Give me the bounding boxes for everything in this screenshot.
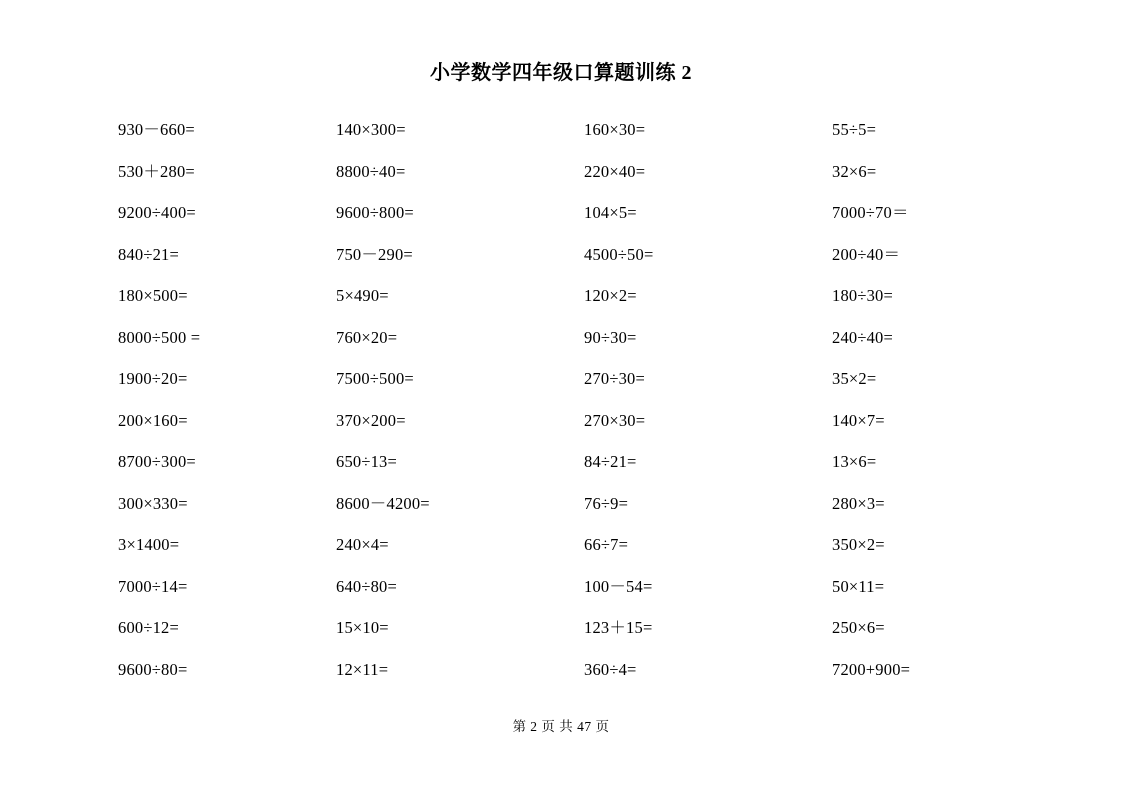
problem-item: 530＋280= bbox=[118, 161, 195, 181]
problem-item: 650÷13= bbox=[336, 452, 398, 471]
problem-item: 9600÷80= bbox=[118, 659, 188, 679]
problem-item: 280×3= bbox=[832, 493, 885, 513]
problem-item: 8000÷500 = bbox=[118, 327, 201, 347]
problem-item: 930－660= bbox=[118, 120, 195, 139]
problem-item: 220×40= bbox=[584, 161, 646, 181]
problem-item: 300×330= bbox=[118, 493, 188, 513]
problem-item: 7000÷14= bbox=[118, 576, 188, 596]
problem-item: 76÷9= bbox=[584, 493, 629, 513]
problem-item: 1900÷20= bbox=[118, 369, 188, 388]
problem-item: 7500÷500= bbox=[336, 369, 414, 388]
problem-item: 640÷80= bbox=[336, 576, 398, 596]
problem-item: 840÷21= bbox=[118, 244, 180, 264]
problem-item: 50×11= bbox=[832, 576, 885, 596]
problem-item: 200×160= bbox=[118, 410, 188, 430]
problem-item: 240×4= bbox=[336, 535, 389, 554]
problem-item: 250×6= bbox=[832, 618, 885, 637]
problem-item: 200÷40＝ bbox=[832, 244, 901, 264]
problem-item: 3×1400= bbox=[118, 535, 180, 554]
problem-item: 8800÷40= bbox=[336, 161, 406, 181]
problem-item: 123＋15= bbox=[584, 618, 653, 637]
problem-item: 9600÷800= bbox=[336, 203, 414, 222]
problem-item: 13×6= bbox=[832, 452, 877, 471]
problem-item: 7000÷70＝ bbox=[832, 203, 909, 222]
problem-item: 270÷30= bbox=[584, 369, 646, 388]
problem-item: 240÷40= bbox=[832, 327, 894, 347]
problem-item: 120×2= bbox=[584, 286, 637, 305]
problem-item: 160×30= bbox=[584, 120, 646, 139]
problem-item: 5×490= bbox=[336, 286, 389, 305]
problem-item: 180÷30= bbox=[832, 286, 894, 305]
problem-item: 270×30= bbox=[584, 410, 646, 430]
problem-item: 66÷7= bbox=[584, 535, 629, 554]
problem-item: 104×5= bbox=[584, 203, 637, 222]
page-footer: 第 2 页 共 47 页 bbox=[512, 719, 610, 734]
problem-item: 8700÷300= bbox=[118, 452, 196, 471]
problem-item: 8600－4200= bbox=[336, 493, 430, 513]
problem-item: 350×2= bbox=[832, 535, 885, 554]
problem-item: 12×11= bbox=[336, 659, 389, 679]
problem-item: 750－290= bbox=[336, 244, 413, 264]
problem-item: 600÷12= bbox=[118, 618, 180, 637]
problem-item: 180×500= bbox=[118, 286, 188, 305]
problem-item: 140×300= bbox=[336, 120, 406, 139]
problem-item: 100－54= bbox=[584, 576, 653, 596]
problem-item: 9200÷400= bbox=[118, 203, 196, 222]
page-title: 小学数学四年级口算题训练 2 bbox=[430, 62, 692, 84]
problem-item: 32×6= bbox=[832, 161, 877, 181]
problem-item: 90÷30= bbox=[584, 327, 637, 347]
problem-item: 55÷5= bbox=[832, 120, 877, 139]
problem-item: 84÷21= bbox=[584, 452, 637, 471]
problem-item: 140×7= bbox=[832, 410, 885, 430]
problem-item: 7200+900= bbox=[832, 659, 911, 679]
problem-item: 360÷4= bbox=[584, 659, 637, 679]
problem-grid bbox=[0, 109, 1122, 690]
problem-item: 15×10= bbox=[336, 618, 389, 637]
problem-item: 35×2= bbox=[832, 369, 877, 388]
problem-item: 760×20= bbox=[336, 327, 398, 347]
problem-item: 370×200= bbox=[336, 410, 406, 430]
problem-item: 4500÷50= bbox=[584, 244, 654, 264]
